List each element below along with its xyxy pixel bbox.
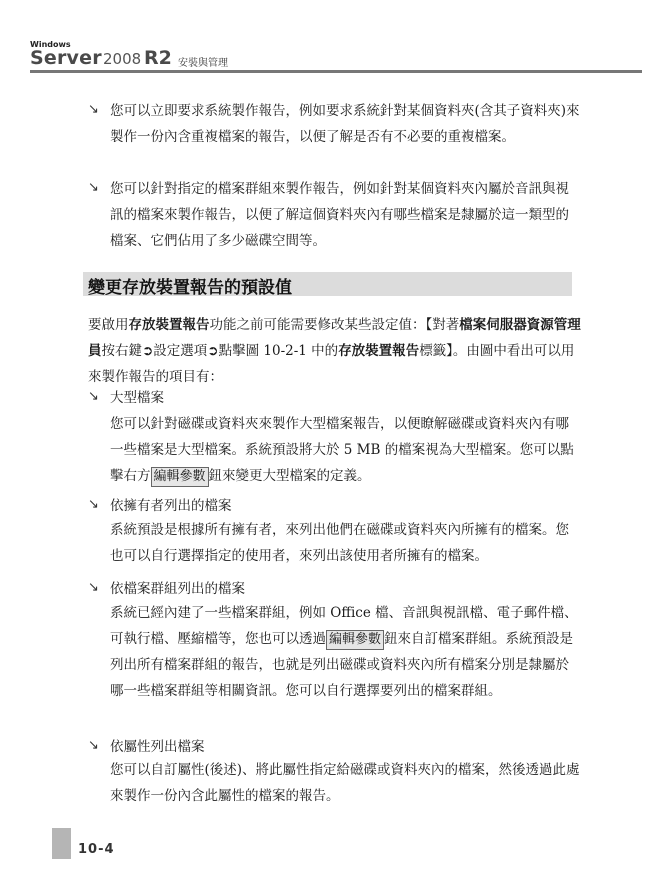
bullet-arrow-icon: ↘ (88, 580, 99, 595)
item-body: 您可以針對磁碟或資料夾來製作大型檔案報告，以便瞭解磁碟或資料夾內有哪一些檔案是大型檔案。系統預設將大於 5 MB 的檔案視為大型檔案。您可以點擊右方 編輯參數 鈕來變更大型檔案的定義。 (110, 411, 582, 489)
edit-parameters-button: 編輯參數 (151, 467, 209, 487)
brand-r2-label: R2 (144, 47, 172, 69)
page-number-marker (52, 828, 71, 859)
header-rule (30, 70, 642, 73)
section-heading: 變更存放裝置報告的預設值 (88, 278, 292, 298)
bullet-paragraph: 您可以針對指定的檔案群組來製作報告，例如針對某個資料夾內屬於音訊與視訊的檔案來製作報告，以便了解這個資料夾內有哪些檔案是隸屬於這一類型的檔案、它們佔用了多少磁碟空間等。 (110, 181, 569, 249)
item-body: 您可以自訂屬性(後述)、將此屬性指定給磁碟或資料夾內的檔案，然後透過此處來製作一份內含此屬性的檔案的報告。 (110, 762, 580, 804)
edit-parameters-button: 編輯參數 (326, 630, 384, 650)
item-title: 大型檔案 (110, 390, 164, 406)
item-title: 依檔案群組列出的檔案 (110, 581, 245, 597)
item-title: 依擁有者列出的檔案 (110, 498, 232, 514)
bullet-arrow-icon: ↘ (88, 102, 99, 117)
page-number: 10-4 (78, 842, 115, 857)
brand-windows-label: Windows (30, 40, 71, 49)
item-body: 系統已經內建了一些檔案群組，例如 Office 檔、音訊與視訊檔、電子郵件檔、可執行檔、壓縮檔等，您也可以透過 編輯參數 鈕來自訂檔案群組。系統預設是列出所有檔案群組的報告，也就是列出磁碟或資料夾內所有檔案分別是隸屬於哪一些檔案群組等相關資訊。您可以自行選擇要列出的檔案群組。 (110, 605, 578, 699)
item-title: 依屬性列出檔案 (110, 739, 205, 755)
book-subtitle: 安裝與管理 (178, 58, 228, 69)
page-header (30, 34, 642, 74)
bullet-arrow-icon: ↘ (88, 389, 99, 404)
bullet-paragraph: 您可以立即要求系統製作報告，例如要求系統針對某個資料夾(含其子資料夾)來製作一份內含重複檔案的報告，以便了解是否有不必要的重複檔案。 (110, 103, 580, 145)
item-body: 系統預設是根據所有擁有者，來列出他們在磁碟或資料夾內所擁有的檔案。您也可以自行選擇指定的使用者，來列出該使用者所擁有的檔案。 (110, 522, 569, 564)
brand-server-label: Server (30, 47, 102, 69)
brand-year-label: 2008 (103, 50, 142, 68)
bullet-arrow-icon: ↘ (88, 180, 99, 195)
intro-paragraph: 要啟用存放裝置報告功能之前可能需要修改某些設定值：【對著檔案伺服器資源管理員按右鍵➲設定選項➲點擊圖 10-2-1 中的存放裝置報告標籤】。由圖中看出可以用來製作報告的項目有： (88, 317, 581, 385)
bullet-arrow-icon: ↘ (88, 497, 99, 512)
bullet-arrow-icon: ↘ (88, 738, 99, 753)
